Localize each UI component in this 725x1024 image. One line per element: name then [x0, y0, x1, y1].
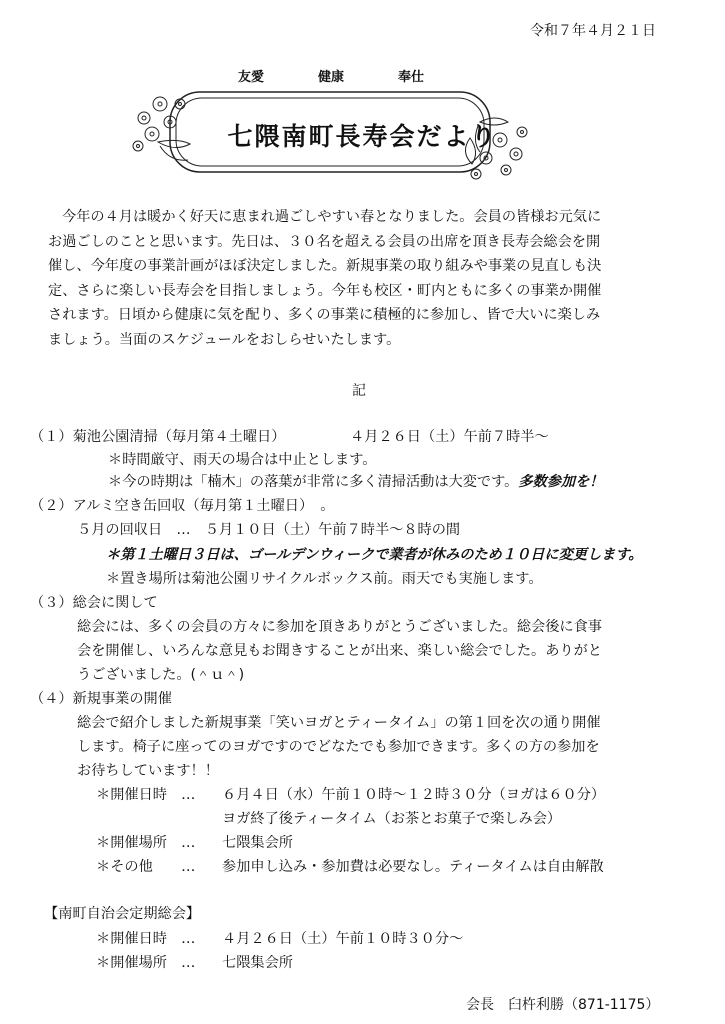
section1-date: ４月２６日（土）午前７時半～ — [350, 429, 549, 445]
intro-line: ましょう。当面のスケジュールをおしらせいたします。 — [48, 331, 401, 348]
section1-note2-text: ＊今の時期は「楠木」の落葉が非常に多く清掃活動は大変です。 — [108, 474, 519, 490]
newsletter-title: 七隈南町長寿会だより — [227, 122, 498, 151]
section4-other-value: 参加申し込み・参加費は必要なし。ティータイムは自由解散 — [222, 859, 604, 875]
section2-line1: ５月の回収日 … ５月１０日（土）午前７時半～８時の間 — [77, 522, 461, 538]
section4-place-value: 七隈集会所 — [222, 835, 293, 851]
section5-date-value: ４月２６日（土）午前１０時３０分～ — [222, 931, 464, 947]
intro-line: お過ごしのことと思います。先日は、３０名を超える会員の出席を頂き長寿会総会を開 — [48, 233, 601, 250]
motto-friendship: 友愛 — [238, 70, 265, 85]
section1-note1: ＊時間厳守、雨天の場合は中止とします。 — [108, 452, 377, 468]
section5-heading: 【南町自治会定期総会】 — [44, 906, 201, 922]
motto-service: 奉仕 — [398, 70, 425, 85]
section4-date-value2: ヨガ終了後ティータイム（お茶とお菓子で楽しみ会） — [222, 811, 562, 827]
section5-place-value: 七隈集会所 — [222, 955, 293, 971]
section2-line2-emphasis: ＊第１土曜日３日は、ゴールデンウィークで業者が休みのため１０日に変更します。 — [106, 547, 643, 563]
section3-line: 会を開催し、いろんな意見もお聞きすることが出来、楽しい総会でした。ありがと — [77, 643, 602, 659]
section3-heading: （３）総会に関して — [30, 595, 158, 611]
section5-date-label: ＊開催日時 … — [96, 931, 196, 947]
motto-health: 健康 — [318, 70, 345, 85]
section3-line: 総会には、多くの会員の方々に参加を頂きありがとうございました。総会後に食事 — [77, 619, 602, 635]
intro-line: 今年の４月は暖かく好天に恵まれ過ごしやすい春となりました。会員の皆様お元気に — [62, 209, 602, 225]
section4-date-value: ６月４日（水）午前１０時～１２時３０分（ヨガは６０分） — [222, 787, 606, 803]
section4-line: お待ちしています！！ — [77, 763, 219, 779]
issue-date: 令和７年４月２１日 — [530, 23, 656, 39]
section4-heading: （４）新規事業の開催 — [30, 691, 172, 707]
intro-line: されます。日頃から健康に気を配り、多くの事業に積極的に参加し、皆で大いに楽しみ — [48, 307, 601, 323]
intro-paragraph — [48, 205, 688, 352]
intro-line: 催し、今年度の事業計画がほぼ決定しました。新規事業の取り組みや事業の見直しも決 — [48, 258, 602, 274]
section1-note2-emphasis: 多数参加を！ — [518, 474, 604, 490]
section4-line: 総会で紹介しました新規事業「笑いヨガとティータイム」の第１回を次の通り開催 — [77, 715, 601, 731]
section2-line3: ＊置き場所は菊池公園リサイクルボックス前。雨天でも実施します。 — [106, 571, 543, 587]
section4-other-label: ＊その他 … — [96, 859, 196, 875]
section1-note2 — [108, 471, 603, 491]
president-contact: 会長 臼杵利勝（871-1175） — [466, 997, 660, 1013]
ki-heading: 記 — [352, 383, 366, 399]
section5-place-label: ＊開催場所 … — [96, 955, 196, 971]
section4-date-label: ＊開催日時 … — [96, 787, 196, 803]
section3-line: うございました。(＾ｕ＾) — [77, 667, 245, 683]
section2-heading: （２）アルミ空き缶回収（毎月第１土曜日） 。 — [30, 498, 335, 514]
section4-line: します。椅子に座ってのヨガですのでどなたでも参加できます。多くの方の参加を — [77, 739, 600, 755]
section4-place-label: ＊開催場所 … — [96, 835, 196, 851]
intro-line: 定、さらに楽しい長寿会を目指しましょう。今年も校区・町内ともに多くの事業か開催 — [48, 282, 602, 299]
section1-heading: （１）菊池公園清掃（毎月第４土曜日） — [30, 429, 286, 445]
